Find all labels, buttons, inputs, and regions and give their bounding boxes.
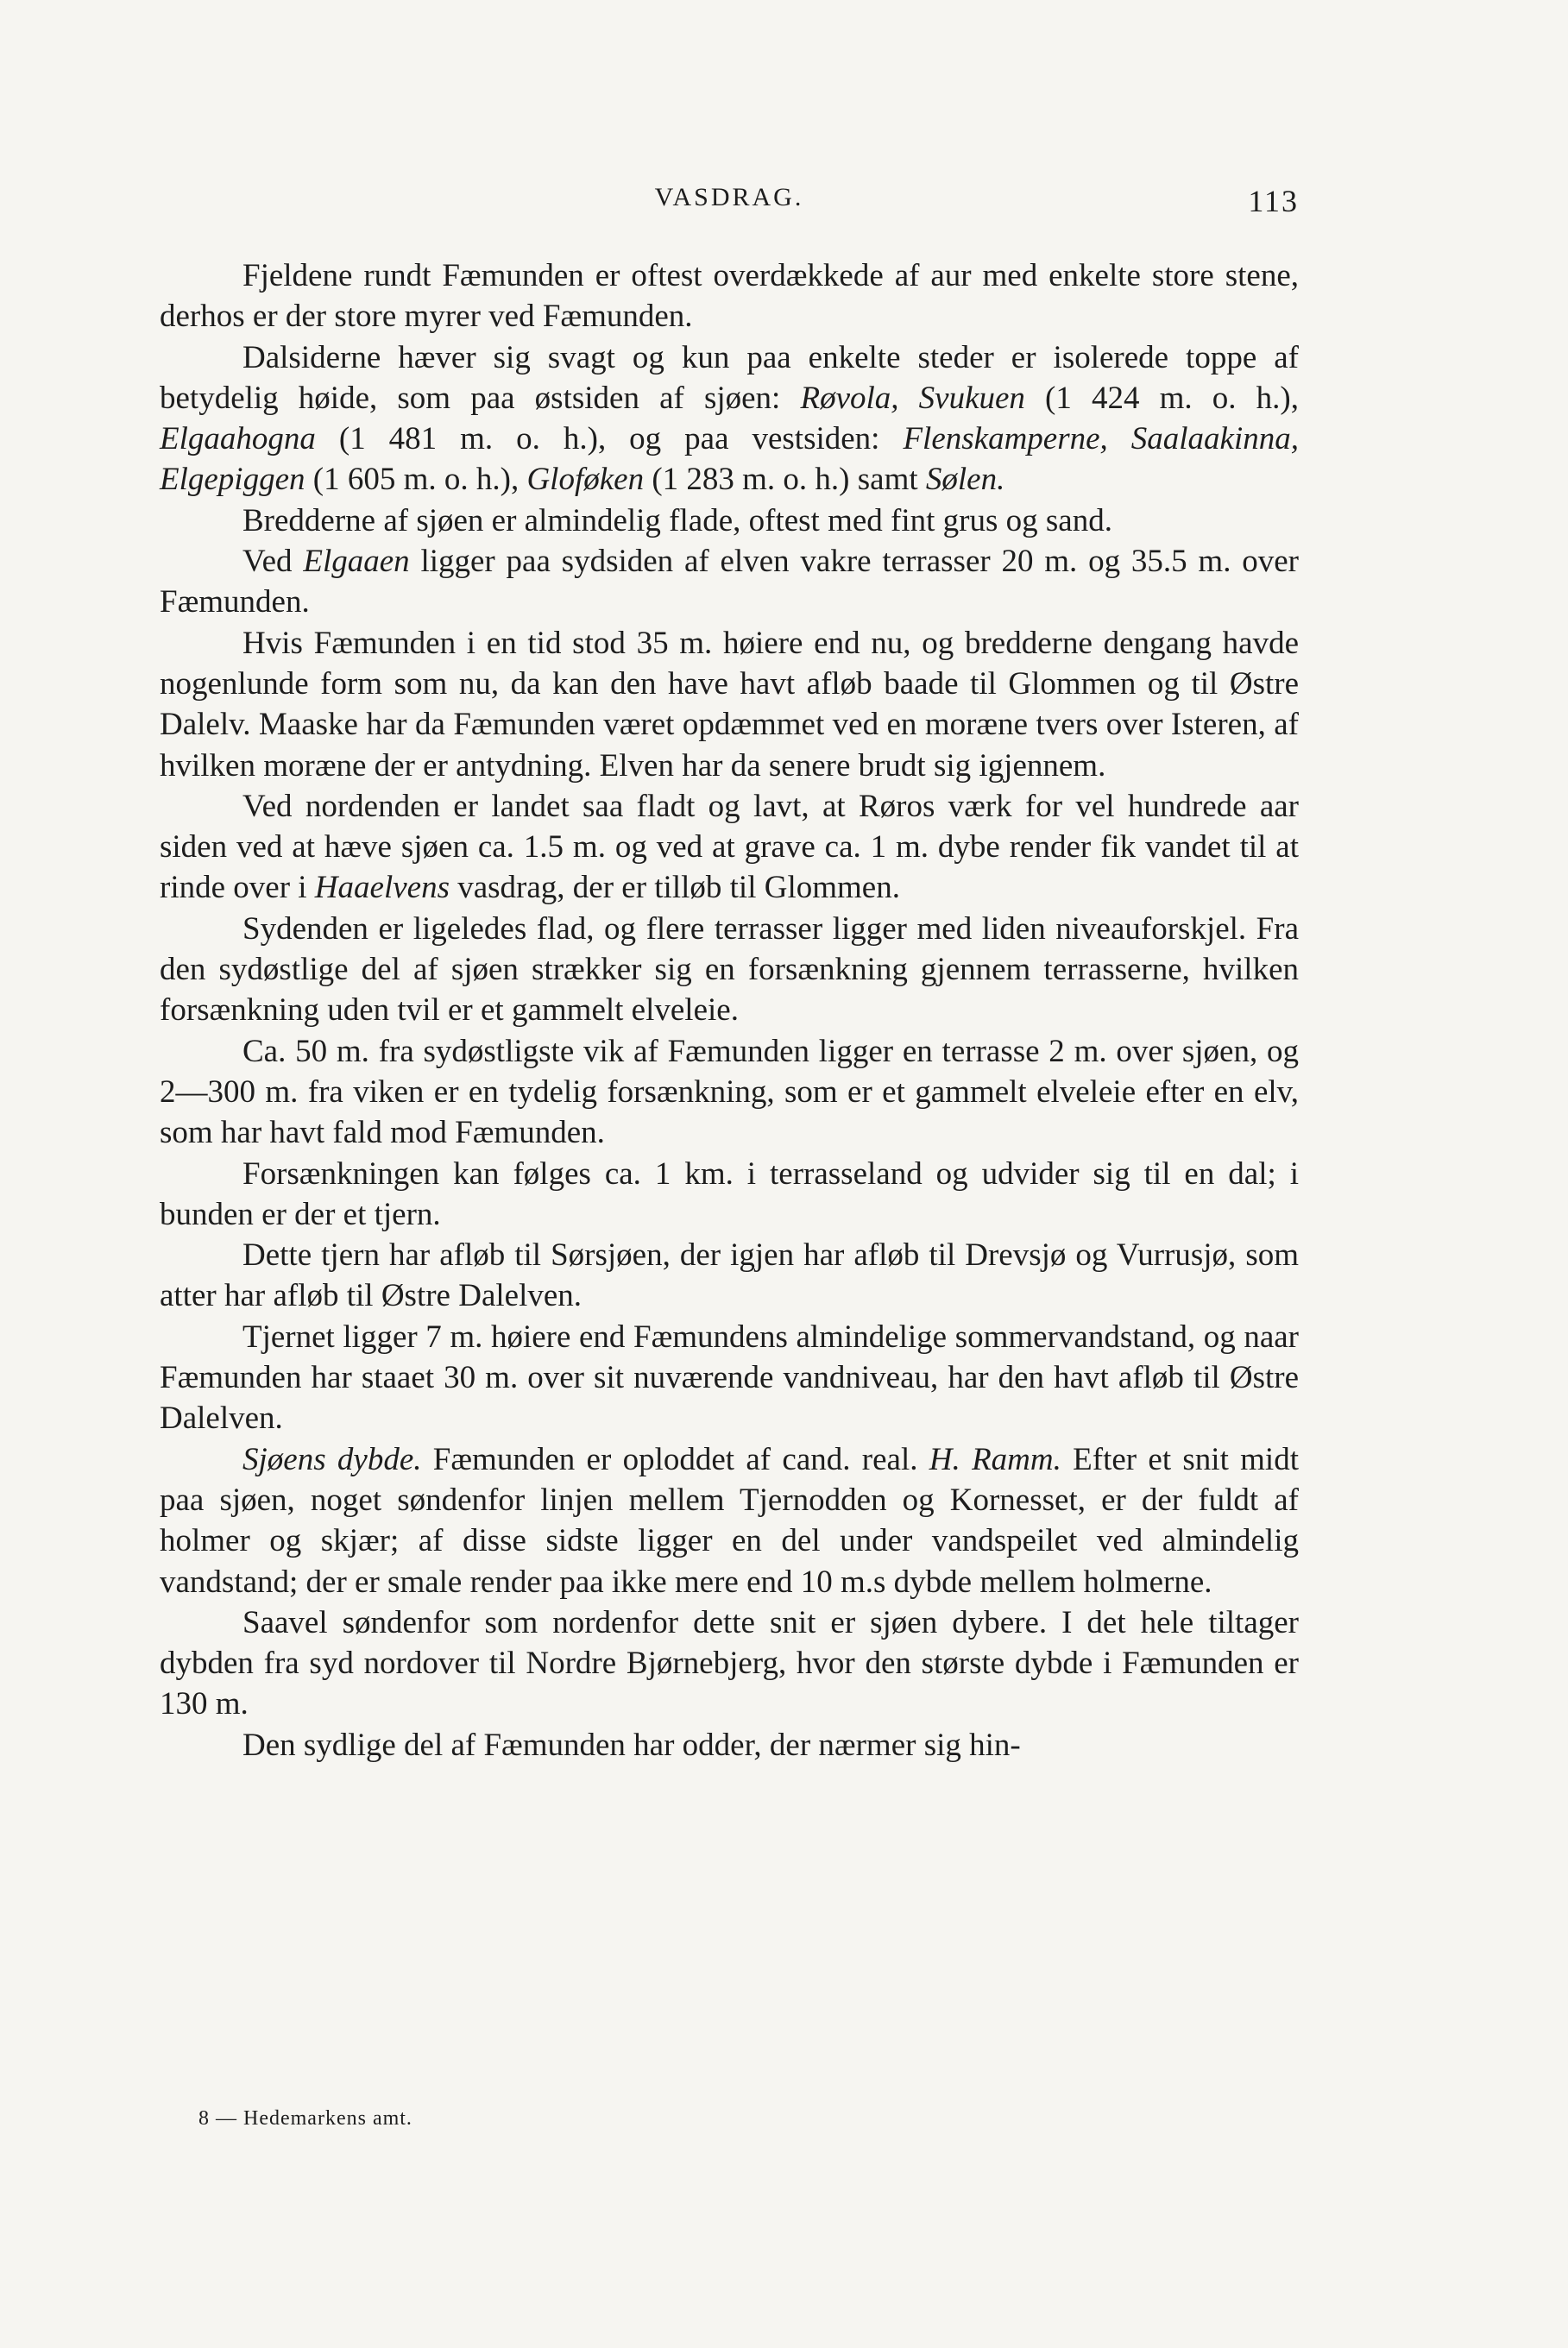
text-run: Hvis Fæmunden i en tid stod 35 m. høiere end nu, og bredderne dengang havde nogenlunde form som nu, da kan den have havt afløb baade til Glommen og til Østre Dalelv. Maaske har da Fæmunden været opdæmmet ved en moræne tvers over Isteren, af hvilken moræne der er antydning. Elven har da senere brudt sig igjennem. (160, 625, 1299, 784)
paragraph (160, 1154, 1299, 1236)
paragraph (160, 1235, 1299, 1317)
signature-mark: 8 — Hedemarkens amt. (198, 2107, 412, 2130)
text-run: Dette tjern har afløb til Sørsjøen, der igjen har afløb til Drevsjø og Vurrusjø, som atter har afløb til Østre Dalelven. (160, 1237, 1299, 1314)
text-run: Forsænkningen kan følges ca. 1 km. i terrasseland og udvider sig til en dal; i bunden er der et tjern. (160, 1155, 1299, 1232)
text-run: (1 424 m. o. h.), (1024, 380, 1299, 416)
text-run: (1 283 m. o. h.) samt (644, 462, 926, 498)
text-run: Ca. 50 m. fra sydøstligste vik af Fæmunden ligger en terrasse 2 m. over sjøen, og 2—300 m. fra viken er en tydelig forsænkning, som er et gammelt elveleie efter en elv, som har havt fald mod Fæmunden. (160, 1033, 1299, 1151)
paragraph (160, 337, 1299, 500)
italic-text: Elgaaen (303, 544, 410, 580)
paragraph (160, 623, 1299, 786)
text-run: (1 605 m. o. h.), (305, 462, 527, 498)
text-run: Fjeldene rundt Fæmunden er oftest overdækkede af aur med enkelte store stene, derhos er der store myrer ved Fæmunden. (160, 258, 1299, 335)
text-run: ligger paa sydsiden af elven vakre terrasser 20 m. og 35.5 m. over Fæmunden. (160, 544, 1300, 620)
text-run: Saavel søndenfor som nordenfor dette snit er sjøen dybere. I det hele tiltager dybden fra syd nordover til Nordre Bjørnebjerg, hvor den største dybde i Fæmunden er 130 m. (160, 1604, 1299, 1722)
text-run: Den sydlige del af Fæmunden har odder, der nærmer sig hin- (242, 1727, 1021, 1763)
paragraph (160, 1439, 1299, 1602)
paragraph (160, 500, 1299, 541)
text-run: Sydenden er ligeledes flad, og flere terrasser ligger med liden niveauforskjel. Fra den sydøstlige del af sjøen strækker sig en forsænkning gjennem terrasserne, hvilken forsænkning uden tvil er et gammelt elveleie. (160, 910, 1299, 1029)
paragraph (160, 786, 1299, 909)
running-head: VASDRAG. (654, 183, 804, 211)
paragraph (160, 1317, 1299, 1439)
body-text (160, 255, 1299, 1766)
paragraph (160, 909, 1299, 1031)
text-run: (1 481 m. o. h.), og paa vestsiden: (315, 421, 904, 457)
paragraph (160, 1031, 1299, 1154)
paragraph (160, 1602, 1299, 1725)
italic-text: Elgaahogna (160, 421, 316, 457)
paragraph (160, 1725, 1299, 1766)
italic-text: Sølen. (925, 462, 1005, 498)
italic-text: Haaelvens (314, 870, 450, 906)
text-run: Fæmunden er oploddet af cand. real. (421, 1441, 929, 1477)
text-run: Dalsiderne hæver sig svagt og kun paa enkelte steder er isolerede toppe af betydelig høide, som paa østsiden af sjøen: (160, 339, 1299, 416)
italic-text: Flenskamperne, Saalaakinna, Elgepiggen (160, 421, 1300, 498)
italic-text: H. Ramm. (929, 1441, 1061, 1477)
text-run: Efter et snit midt paa sjøen, noget søndenfor linjen mellem Tjernodden og Kornesset, er der fuldt af holmer og skjær; af disse sidste ligger en del under vandspeilet ved almindelig vandstand; der er smale render paa ikke mere end 10 m.s dybde mellem holmerne. (160, 1441, 1299, 1600)
text-run: Ved nordenden er landet saa fladt og lavt, at Røros værk for vel hundrede aar siden ved at hæve sjøen ca. 1.5 m. og ved at grave ca. 1 m. dybe render fik vandet til at rinde over i (160, 788, 1299, 906)
paragraph (160, 255, 1299, 337)
text-run: Bredderne af sjøen er almindelig flade, oftest med fint grus og sand. (242, 502, 1112, 538)
italic-text: Sjøens dybde. (242, 1441, 422, 1477)
text-run: Tjernet ligger 7 m. høiere end Fæmundens almindelige sommervandstand, og naar Fæmunden har staaet 30 m. over sit nuværende vandniveau, har den havt afløb til Østre Dalelven. (160, 1319, 1299, 1437)
page-number: 113 (1248, 184, 1299, 218)
italic-text: Gloføken (526, 462, 645, 498)
page-header (160, 183, 1299, 235)
text-run: vasdrag, der er tilløb til Glommen. (449, 870, 900, 906)
italic-text: Røvola, Svukuen (800, 380, 1025, 416)
paragraph (160, 541, 1299, 623)
text-run: Ved (242, 544, 304, 580)
